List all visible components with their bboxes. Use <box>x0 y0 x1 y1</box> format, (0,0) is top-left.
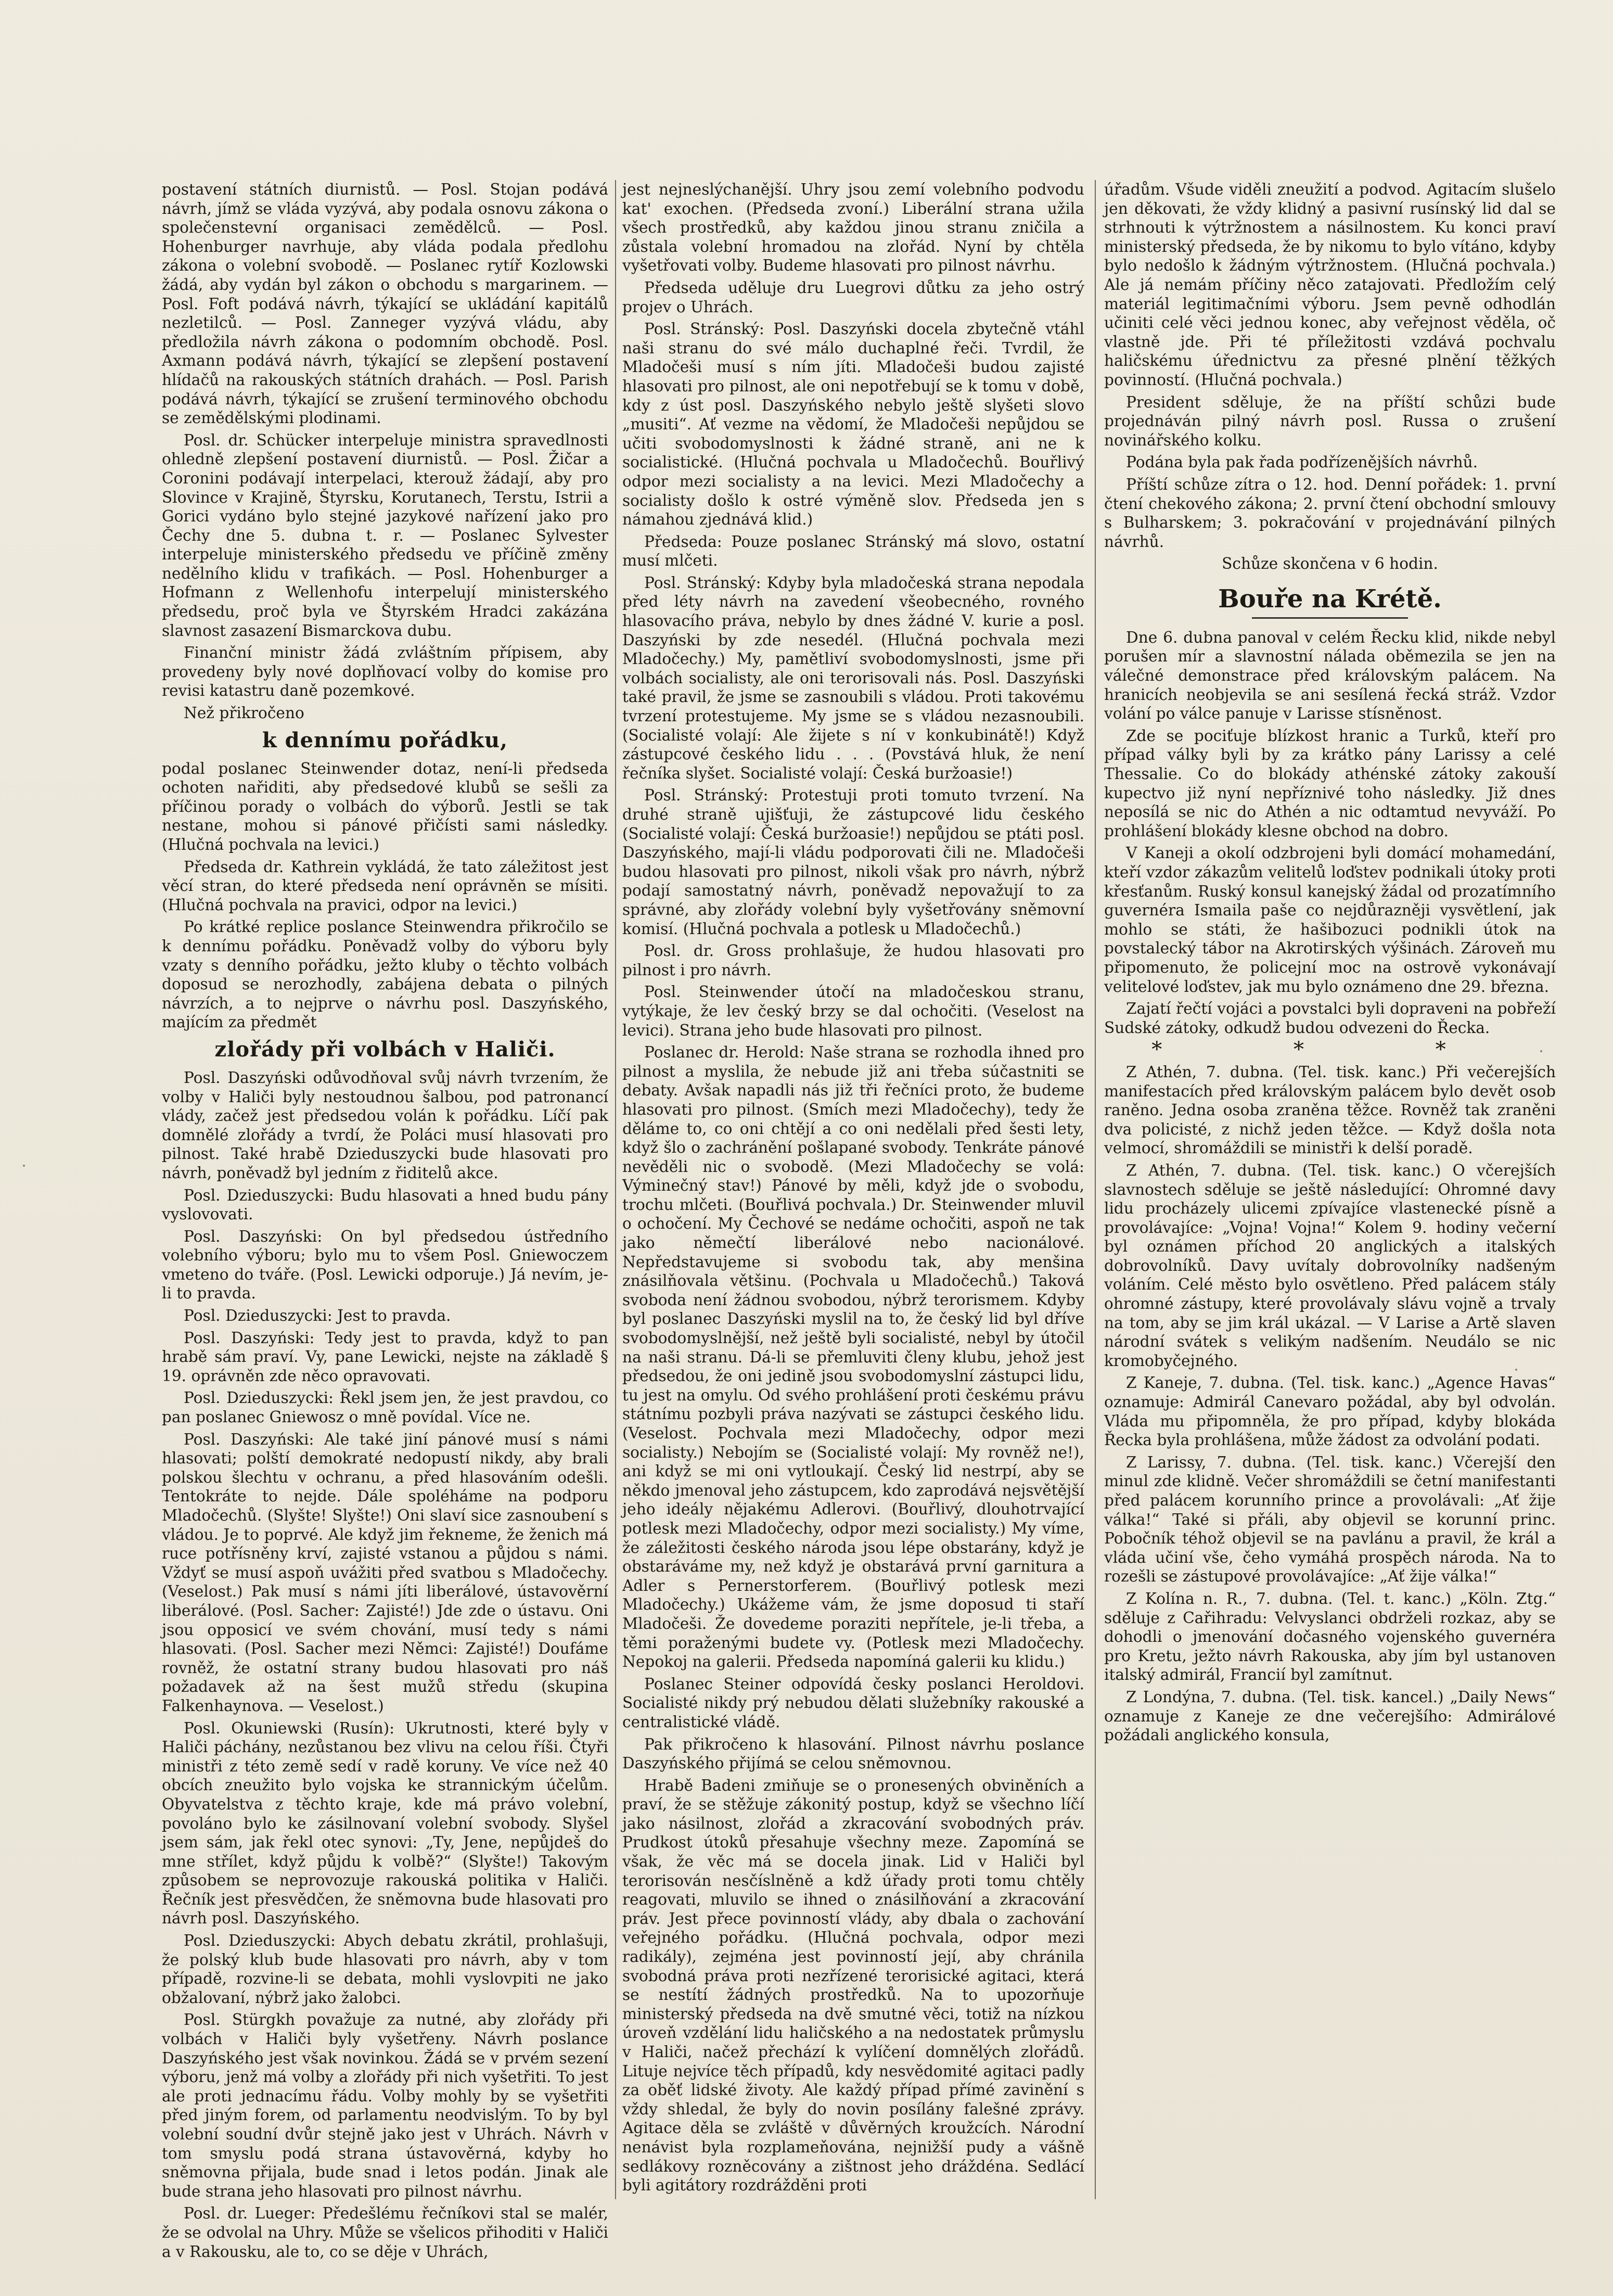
paragraph: Z Kolína n. R., 7. dubna. (Tel. t. kanc.) „Köln. Ztg.“ sděluje z Cařihradu: Velvyslanci obdrželi rozkaz, aby se dohodli o jmenování dočasného vojenského guvernéra pro Kretu, ježto návrh Rakouska, aby jím byl ustanoven italský admirál, Francií byl zamítnut. <box>1104 1589 1556 1684</box>
paragraph: Pak přikročeno k hlasování. Pilnost návrhu poslance Daszyńského přijímá se celou sněmovnou. <box>622 1735 1084 1772</box>
paragraph: Podána byla pak řada podřízenějších návrhů. <box>1126 453 1478 471</box>
paragraph: Posl. Stránský: Kdyby byla mladočeská strana nepodala před léty návrh na zavedení všeobecného, rovného hlasovacího práva, nebylo by dnes žádné V. kurie a posl. Daszyński by zde nesedél. (Hlučná pochvala mezi Mladočechy.) My, pamětliví svobodomyslnosti, jsme při volbách socialisty, ale oni terorisovali nás. Posl. Daszyński také pravil, že jsme se zasnoubili s vládou. Proti takovému tvrzení protestujeme. My jsme se s vládou nezasnoubili. (Socialisté volají: Ale žijete s ní v konkubinátě!) Když zástupcové českého lidu . . . (Povstává hluk, že není řečníka slyšet. Socialisté volají: Česká buržoasie!) <box>622 573 1084 782</box>
paragraph: Předseda uděluje dru Luegrovi důtku za jeho ostrý projev o Uhrách. <box>622 278 1084 316</box>
paragraph: Posl. dr. Schücker interpeluje ministra spravedlnosti ohledně zlepšení postavení diurnistů. — Posl. Žičar a Coronini podávají interpelaci, kterouž žádají, aby pro Slovince v Krajině, Štyrsku, Korutanech, Terstu, Istrii a Gorici vydáno bylo stejné jazykové nařízení jako pro Čechy dne 5. dubna t. r. — Poslanec Sylvester interpeluje ministerského předsedu ve příčině změny nedělního klidu v trafikách. — Posl. Hohenburger a Hofmann z Wellenhofu interpelují ministerského předsedu, proč byla ve Štyrském Hradci zakázána slavnost zasazení Bismarckova dubu. <box>162 431 608 640</box>
right-column <box>1104 180 1556 2199</box>
paragraph: Zde se pociťuje blízkost hranic a Turků, kteří pro případ války byli by za krátko pány Larissy a celé Thessalie. Co do blokády athénské zátoky zakouší kupectvo již nyní nepříznivé toho následky. Již dnes neposílá se nic do Athén a nic odtamtud nevyváží. Po prohlášení blokády klesne obchod na dobro. <box>1104 726 1556 840</box>
paragraph: Dne 6. dubna panoval v celém Řecku klid, nikde nebyl porušen mír a slavnostní nálada oběmezila se jen na válečné demonstrace před královským palácem. Na hranicích neobjevila se ani sesílená řecká stráž. Vzdor volání po válce panuje v Larisse stísněnost. <box>1104 628 1556 723</box>
paragraph: postavení státních diurnistů. — Posl. Stojan podává návrh, jímž se vláda vyzývá, aby podala osnovu zákona o společenstevní organisaci zemědělců. — Posl. Hohenburger navrhuje, aby vláda podala předlohu zákona o volební svobodě. — Poslanec rytíř Kozlowski žádá, aby vydán byl zákon o obchodu s margarinem. — Posl. Foft podává návrh, týkající se ukládání kapitálů nezletilců. — Posl. Zanneger vyzývá vládu, aby předložila návrh zákona o podomním obchodě. Posl. Axmann podává návrh, týkající se zlepšení postavení hlídačů na rakouských státních drahách. — Posl. Parish podává návrh, týkající se zrušení terminového obchodu se zemědělskými plodinami. <box>162 181 608 427</box>
paragraph: Posl. dr. Gross prohlašuje, že hudou hlasovati pro pilnost i pro návrh. <box>622 942 1084 979</box>
paragraph: Zajatí řečtí vojáci a povstalci byli dopraveni na pobřeží Sudské zátoky, odkudž budou odvezeni do Řecka. <box>1104 1000 1556 1037</box>
paragraph: úřadům. Všude viděli zneužití a podvod. Agitacím slušelo jen děkovati, že vždy klidný a pasivní rusínský lid dal se strhnouti k výtržnostem a násilnostem. Ku konci praví ministerský předseda, že by nikomu to bylo vítáno, kdyby bylo nedošlo k žádným výtržnostem. (Hlučná pochvala.) Ale já nemám příčiny něco zatajovati. Předložím celý materiál legitimačními výboru. Jsem pevně odhodlán učiniti celé věci jednou konec, aby veřejnost věděla, oč vlastně jde. Při té příležitosti vzdává pochvalu haličskému úřednictvu za přesné plnění těžkých povinností. (Hlučná pochvala.) <box>1104 181 1556 389</box>
paragraph: Posl. Stránský: Posl. Daszyński docela zbytečně vtáhl naši stranu do své málo duchaplné řeči. Tvrdil, že Mladočeši musí s ním jíti. Mladočeši budou zajisté hlasovati pro pilnost, ale oni nepotřebují se k tomu v době, kdy z úst posl. Daszyńského nebylo ještě slyšeti slovo „musiti“. Ať vezme na vědomí, že Mladočeši nepůjdou se učiti svobodomyslnosti k žádné straně, ani ne k socialistické. (Hlučná pochvala u Mladočechů. Bouřlivý odpor mezi socialisty a na levici. Mezi Mladočechy a socialisty došlo k ostré výměně slov. Předseda jen s námahou zjednává klid.) <box>622 320 1084 529</box>
paragraph: President sděluje, že na příští schůzi bude projednáván pilný návrh posl. Russa o zrušení novinářského kolku. <box>1104 393 1556 449</box>
paragraph: podal poslanec Steinwender dotaz, není-li předseda ochoten nařiditi, aby předsedové klubů se sešli za příčinou porady o volbách do výborů. Jestli se tak nestane, mohou si pánové přičísti sami následky. (Hlučná pochvala na levici.) <box>162 759 608 853</box>
paragraph: Poslanec Steiner odpovídá česky poslanci Heroldovi. Socialisté nikdy prý nebudou dělati služebníky rakouské a centralistické vládě. <box>622 1675 1084 1731</box>
paragraph: Posl. Okuniewski (Rusín): Ukrutnosti, které byly v Haliči páchány, nezůstanou bez vlivu na celou říši. Čtyři ministři z této země sedí v radě koruny. Ve více než 40 obcích zneužito bylo vojska ke strannickým účelům. Obyvatelstva z těchto kraje, kde má právo volební, povoláno bylo ke zásilnovaní volební svobody. Slyšel jsem sám, jak řekl otec synovi: „Ty, Jene, nepůjdeš do mne střílet, když půjdu k volbě?“ (Slyšte!) Takovým způsobem se neprovozuje rakouská politika v Haliči. Řečník jest přesvědčen, že sněmovna bude hlasovati pro návrh posl. Daszyńského. <box>162 1719 608 1928</box>
paragraph: Posl. Stránský: Protestuji proti tomuto tvrzení. Na druhé straně ujišťuji, že zástupcové lidu českého (Socialisté volají: Česká buržoasie!) nepůjdou se ptáti posl. Daszyńského, mají-li vládu podporovati čili ne. Mladočeši budou hlasovati pro pilnost, nikoli však pro návrh, nýbrž podají samostatný návrh, poněvadž nepovažují to za správné, aby zlořády volební byly vyšetřovány sněmovní komisí. (Hlučná pochvala a potlesk u Mladočechů.) <box>622 786 1084 938</box>
paragraph: Posl. Daszyński: On byl předsedou ústředního volebního výboru; bylo mu to všem Posl. Gniewoczem vmeteno do tváře. (Posl. Lewicki odporuje.) Já nevím, je-li to pravda. <box>162 1227 608 1303</box>
paragraph: Posl. Dzieduszycki: Budu hlasovati a hned budu pány vyslovovati. <box>162 1186 608 1223</box>
paragraph: Posl. Daszyński odůvodňoval svůj návrh tvrzením, že volby v Haliči byly nestoudnou šalbou, pod patronancí vlády, začež jest předsedou volán k pořádku. Líčí pak domnělé zlořády a tvrdí, že Poláci musí hlasovati pro pilnost. Také hrabě Dzieduszycki bude hlasovati pro návrh, poněvadž byl jedním z řiditelů akce. <box>162 1068 608 1182</box>
paragraph: Posl. Daszyński: Tedy jest to pravda, když to pan hrabě sám praví. Vy, pane Lewicki, nejste na základě § 19. oprávněn zde něco opravovati. <box>162 1329 608 1385</box>
section-separator: * * * <box>1151 1038 1508 1062</box>
paragraph: Než přikročeno <box>184 704 304 722</box>
paragraph: Z Kaneje, 7. dubna. (Tel. tisk. kanc.) „Agence Havas“ oznamuje: Admirál Canevaro požádal, aby byl odvolán. Vláda mu připomněla, že pro případ, kdyby blokáda Řecka byla prohlášena, může žádost za odvolání podati. <box>1104 1374 1556 1449</box>
paragraph: Posl. Dzieduszycki: Abych debatu zkrátil, prohlašuji, že polský klub bude hlasovati pro návrh, aby v tom případě, rozvine-li se debata, mohli vyslovpiti ne jako obžalovaní, nýbrž jako žalobci. <box>162 1932 608 2007</box>
paragraph: Z Athén, 7. dubna. (Tel. tisk. kanc.) O včerejších slavnostech sděluje se ještě následující: Ohromné davy lidu procházely ulicemi zpívajíce vlastenecké písně a provolávajíce: „Vojna! Vojna!“ Kolem 9. hodiny večerní byl oznámen příchod 20 anglických a italských dobrovolníků. Davy uvítaly dobrovolníky nadšeným voláním. Celé město bylo osvětleno. Před palácem stály ohromné zástupy, které provolávaly slávu vojně a trvaly na tom, aby se jim král ukázal. — V Larise a Artě slaven národní svátek s velikým nadšením. Neudálo se nic kromobyčejného. <box>1104 1161 1556 1370</box>
paragraph: Předseda dr. Kathrein vykládá, že tato záležitost jest věcí stran, do které předseda není oprávněn se mísiti. (Hlučná pochvala na pravici, odpor na levici.) <box>162 858 608 914</box>
heading-underline <box>1252 617 1408 619</box>
paragraph: Z Larissy, 7. dubna. (Tel. tisk. kanc.) Včerejší den minul zde klidně. Večer shromáždili se četní manifestanti před palácem korunního prince a provolávali: „Ať žije válka!“ Také si přáli, aby objevil se korunní princ. Pobočník téhož objevil se na pavlánu a pravil, že král a vláda učiní vše, čeho vymáhá prospěch národa. Na to rozešli se zástupové provolávajíce: „Ať žije válka!“ <box>1104 1453 1556 1586</box>
column-divider <box>1095 180 1096 2199</box>
paragraph: Z Londýna, 7. dubna. (Tel. tisk. kancel.) „Daily News“ oznamuje z Kaneje ze dne večerejšího: Admirálové požádali anglického konsula, <box>1104 1688 1556 1744</box>
column-divider <box>615 180 616 2199</box>
print-speck <box>23 1165 25 1167</box>
section-heading: zlořády při volbách v Haliči. <box>214 1037 556 1062</box>
paragraph: Schůze skončena v 6 hodin. <box>1222 555 1438 573</box>
paragraph: Posl. Daszyński: Ale také jiní pánové musí s námi hlasovati; polští demokraté nedopustí nikdy, aby brali polskou šlechtu v ochranu, a před hlasováním odešli. Tentokráte to nejde. Dále spoléháme na podporu Mladočechů. (Slyšte! Slyšte!) Oni slaví sice zasnoubení s vládou. Je to poprvé. Ale když jim řekneme, že ženich má ruce potřísněny krví, zajisté vstanou a půjdou s námi. Vždyť se musí aspoň uvážiti před svatbou s Mladočechy. (Veselost.) Pak musí s námi jíti liberálové, ústavověrní liberálové. (Posl. Sacher: Zajisté!) Jde zde o ústavu. Oni jsou opposicí ve svém chování, musí tedy s námi hlasovati. (Posl. Sacher mezi Němci: Zajisté!) Doufáme rovněž, že ostatní strany budou hlasovati pro náš požadavek až na šest mužů středu (skupina Falkenhaynova. — Veselost.) <box>162 1430 608 1715</box>
left-column <box>162 180 608 2261</box>
paragraph: Předseda: Pouze poslanec Stránský má slovo, ostatní musí mlčeti. <box>622 532 1084 570</box>
paragraph: jest nejneslýchanější. Uhry jsou zemí volebního podvodu kat' exochen. (Předseda zvoní.) Liberální strana užila všech prostředků, aby každou jinou stranu zničila a zůstala volební hromadou na zlořád. Nyní by chtěla vyšetřovati volby. Budeme hlasovati pro pilnost návrhu. <box>622 181 1084 275</box>
print-speck <box>1515 1369 1517 1371</box>
paragraph: Hrabě Badeni zmiňuje se o pronesených obviněních a praví, že se stěžuje zákonitý postup, když se všechno líčí jako násilnost, zlořád a zkracování svobodných práv. Prudkost útoků přesahuje všechny meze. Zapomíná se však, že věc má se docela jinak. Lid v Haliči byl terorisován nesčíslněně a kdž úřady proti tomu chtěly reagovati, mluvilo se ihned o znásilňování a zkracování práv. Jest přece povinností vlády, aby dbala o zachování veřejného pořádku. (Hlučná pochvala, odpor mezi radikály), zejména jest povinností její, aby chránila svobodná práva proti nezřízené terorisické agitaci, která se nestítí žádných prostředků. Na to upozorňuje ministerský předseda na dvě smutné věci, totiž na nízkou úroveň vzdělání lidu haličského a na nedostatek průmyslu v Haliči, načež přechází k vylíčení domnělých zlořádů. Lituje nejvíce těch případů, kdy nesvědomité agitaci padly za oběť lidské životy. Ale každý případ přímé zavinění s vždy shledal, že byly do novin posílány falešné zprávy. Agitace děla se zvláště v důvěrných kroužcích. Národní nenávist byla rozplameňována, nejnižší pudy a vášně sedlákovy rozněcovány a zištnost jeho dráždéna. Sedlácí byli agitátory rozdrážděni proti <box>622 1776 1084 2195</box>
paragraph: Z Athén, 7. dubna. (Tel. tisk. kanc.) Při večerejších manifestacích před královským palácem bylo devět osob raněno. Jedna osoba zraněna těžce. Rovněž tak zraněni dva policisté, z nichž jeden těžce. — Když došla nota velmocí, shromáždili se ministři k delší poradě. <box>1104 1063 1556 1157</box>
paragraph: Posl. Dzieduszycki: Řekl jsem jen, že jest pravdou, co pan poslanec Gniewosz o mně povídal. Více ne. <box>162 1389 608 1426</box>
paragraph: V Kaneji a okolí odzbrojeni byli domácí mohamedání, kteří vzdor zákazům velitelů loďstev podnikali útoky proti křesťanům. Ruský konsul kanejský žádal od prozatímního guvernéra Ismaila paše co nejdůrazněji vysvětlení, jak mohlo se státi, že hašibozuci podnikli útok na povstalecký tábor na Akrotirských výšinách. Zároveň mu připomenuto, že policejní moc na ostrově vykonávají velitelové loďstev, jak mu bylo oznámeno dne 29. března. <box>1104 844 1556 996</box>
print-speck <box>1540 1050 1542 1052</box>
paragraph: Posl. Dzieduszycki: Jest to pravda. <box>184 1307 451 1325</box>
paragraph: Po krátké replice poslance Steinwendra přikročilo se k dennímu pořádku. Poněvadž volby do výboru byly vzaty s denního pořádku, ježto kluby o těchto volbách doposud se nerozhodly, zabájena debata o pilných návrzích, a to nejprve o návrhu posl. Daszyńského, majícím za předmět <box>162 918 608 1031</box>
paragraph: Posl. Stürgkh považuje za nutné, aby zlořády při volbách v Haliči byly vyšetřeny. Návrh poslance Daszyńského jest však novinkou. Žádá se v prvém sezení výboru, jenž má volby a zlořády při nich vyšetřiti. To jest ale proti jednacímu řádu. Volby mohly by se vyšetřiti před jiným forem, od parlamentu neodvislým. To by byl volební soudní dvůr stejně jako jest v Uhrách. Návrh v tom smyslu podá strana ústavověrná, kdyby ho sněmovna přijala, bude snad i letos podán. Jinak ale bude strana jeho hlasovati pro pilnost návrhu. <box>162 2011 608 2200</box>
section-heading: k dennímu pořádku, <box>262 728 508 752</box>
section-heading: Bouře na Krétě. <box>1218 584 1442 614</box>
middle-column <box>622 180 1084 2199</box>
paragraph: Finanční ministr žádá zvláštním přípisem, aby provedeny byly nové doplňovací volby do komise pro revisi katastru daně pozemkové. <box>162 644 608 700</box>
paragraph: Posl. dr. Lueger: Předešlému řečníkovi stal se malér, že se odvolal na Uhry. Může se všelicos přihoditi v Haliči a v Rakousku, ale to, co se děje v Uhrách, <box>162 2204 608 2261</box>
paragraph: Poslanec dr. Herold: Naše strana se rozhodla ihned pro pilnost a myslila, že nebude již ani třeba súčastniti se debaty. Avšak napadli nás již tři řečníci proto, že budeme hlasovati pro pilnost. (Smích mezi Mladočechy), tedy že děláme to, co oni chtějí a co oni nedělali před šesti lety, když šlo o zachránění pošlapané svobody. Tenkráte pánové nevěděli nic o svobodě. (Mezi Mladočechy se volá: Výminečný stav!) Pánové by měli, když jde o svobodu, trochu mlčeti. (Bouřlivá pochvala.) Dr. Steinwender mluvil o ochočení. My Čechové se nedáme ochočiti, aspoň ne tak jako němečtí liberálové nebo nacionálové. Nepředstavujeme si svobodu tak, aby menšina znásilňovala většinu. (Pochvala u Mladočechů.) Taková svoboda není žádnou svobodou, nýbrž terorismem. Kdyby byl poslanec Daszyński myslil na to, že český lid byl dříve svobodomyslnější, než ještě byli socialisté, nebyl by útočil na naši stranu. Dá-li se přemluviti členy klubu, jehož jest předsedou, že oni jedině jsou svobodomyslní zástupci lidu, tu jest na omylu. Od svého prohlášení proti českému právu státnímu pozbyli práva nazývati se zástupci českého lidu. (Veselost. Pochvala mezi Mladočechy, odpor mezi socialisty.) Nebojím se (Socialisté volají: My rovněž ne!), ani když se mi oni vytloukají. Český lid nestrpí, aby se někdo jmenoval jeho zástupcem, kdo zaprodává nejsvětější jeho ideály nějakému Adlerovi. (Bouřlivý, dlouhotrvající potlesk mezi Mladočechy, odpor mezi socialisty.) My víme, že záležitosti českého národa jsou lépe obstarány, když je obstaráváme my, než když je obstarává první garnitura a Adler s Pernerstorferem. (Bouřlivý potlesk mezi Mladočechy.) Ukážeme vám, že jsme doposud ti staří Mladočeši. Že dovedeme poraziti nepřítele, je-li třeba, a těmi poraženými budete vy. (Potlesk mezi Mladočechy. Nepokoj na galerii. Předseda napomíná galerii ku klidu.) <box>622 1043 1084 1671</box>
paragraph: Příští schůze zítra o 12. hod. Denní pořádek: 1. první čtení chekového zákona; 2. první čtení obchodní smlouvy s Bulharskem; 3. pokračování v projednávání pilných návrhů. <box>1104 475 1556 551</box>
paragraph: Posl. Steinwender útočí na mladočeskou stranu, vytýkaje, že lev český brzy se dal ochočiti. (Veselost na levici). Strana jeho bude hlasovati pro pilnost. <box>622 983 1084 1039</box>
